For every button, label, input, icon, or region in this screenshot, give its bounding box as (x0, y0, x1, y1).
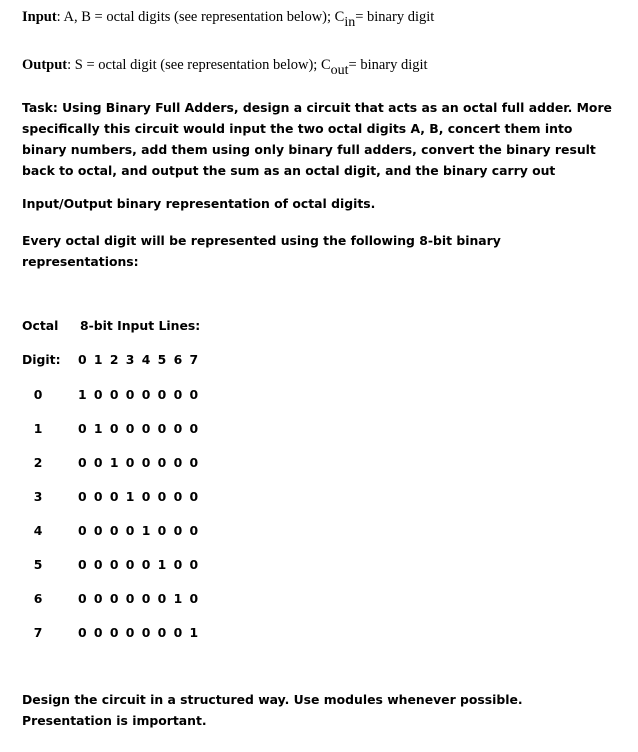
table-row (0, 625, 300, 645)
footer-presentation-note: Presentation is important. (22, 713, 207, 728)
row-bits: 0 0 0 0 0 0 1 0 (78, 591, 199, 606)
header-input-lines: 8-bit Input Lines: (80, 318, 201, 333)
row-digit: 7 (33, 625, 43, 640)
row-digit: 1 (33, 421, 43, 436)
row-digit: 5 (33, 557, 43, 572)
table-row (0, 591, 300, 611)
row-digit: 3 (33, 489, 43, 504)
table-row (0, 523, 300, 543)
representation-note: Every octal digit will be represented using the following 8-bit binary representations: (22, 233, 501, 269)
input-carry-text: = binary digit (355, 9, 435, 25)
row-bits: 0 0 0 0 1 0 0 0 (78, 523, 199, 538)
table-row (0, 489, 300, 509)
row-digit: 6 (33, 591, 43, 606)
input-spec-line (22, 9, 435, 30)
header-digit: Digit: (22, 352, 61, 367)
output-label: Output (22, 57, 68, 73)
row-bits: 0 0 0 1 0 0 0 0 (78, 489, 199, 504)
table-row (0, 421, 300, 441)
input-label: Input (22, 9, 57, 25)
footer-instruction: Design the circuit in a structured way. Use modules whenever possible. (22, 692, 523, 707)
table-row (0, 387, 300, 407)
row-bits: 0 1 0 0 0 0 0 0 (78, 421, 199, 436)
row-bits: 0 0 1 0 0 0 0 0 (78, 455, 199, 470)
io-heading: Input/Output binary representation of octal digits. (22, 196, 376, 211)
row-digit: 0 (33, 387, 43, 402)
row-bits: 1 0 0 0 0 0 0 0 (78, 387, 199, 402)
table-row (0, 455, 300, 475)
header-line-indices: 0 1 2 3 4 5 6 7 (78, 352, 199, 367)
row-digit: 4 (33, 523, 43, 538)
row-bits: 0 0 0 0 0 1 0 0 (78, 557, 199, 572)
row-bits: 0 0 0 0 0 0 0 1 (78, 625, 199, 640)
input-spec-text: : A, B = octal digits (see representation below); C (56, 9, 345, 25)
header-octal: Octal (22, 318, 59, 333)
output-carry-text: = binary digit (348, 57, 428, 73)
row-digit: 2 (33, 455, 43, 470)
output-spec-text: : S = octal digit (see representation below); C (67, 57, 331, 73)
task-paragraph: Task: Using Binary Full Adders, design a circuit that acts as an octal full adder. More specifically this circuit would input the two octal digits A, B, concert them into binary numbers, add them using only binary full adders, convert the binary result back to octal, and output the sum as an octal digit, and the binary carry out (22, 100, 612, 178)
output-carry-subscript: out (330, 63, 349, 78)
output-spec-line (22, 57, 428, 78)
table-row (0, 557, 300, 577)
input-carry-subscript: in (344, 15, 356, 30)
